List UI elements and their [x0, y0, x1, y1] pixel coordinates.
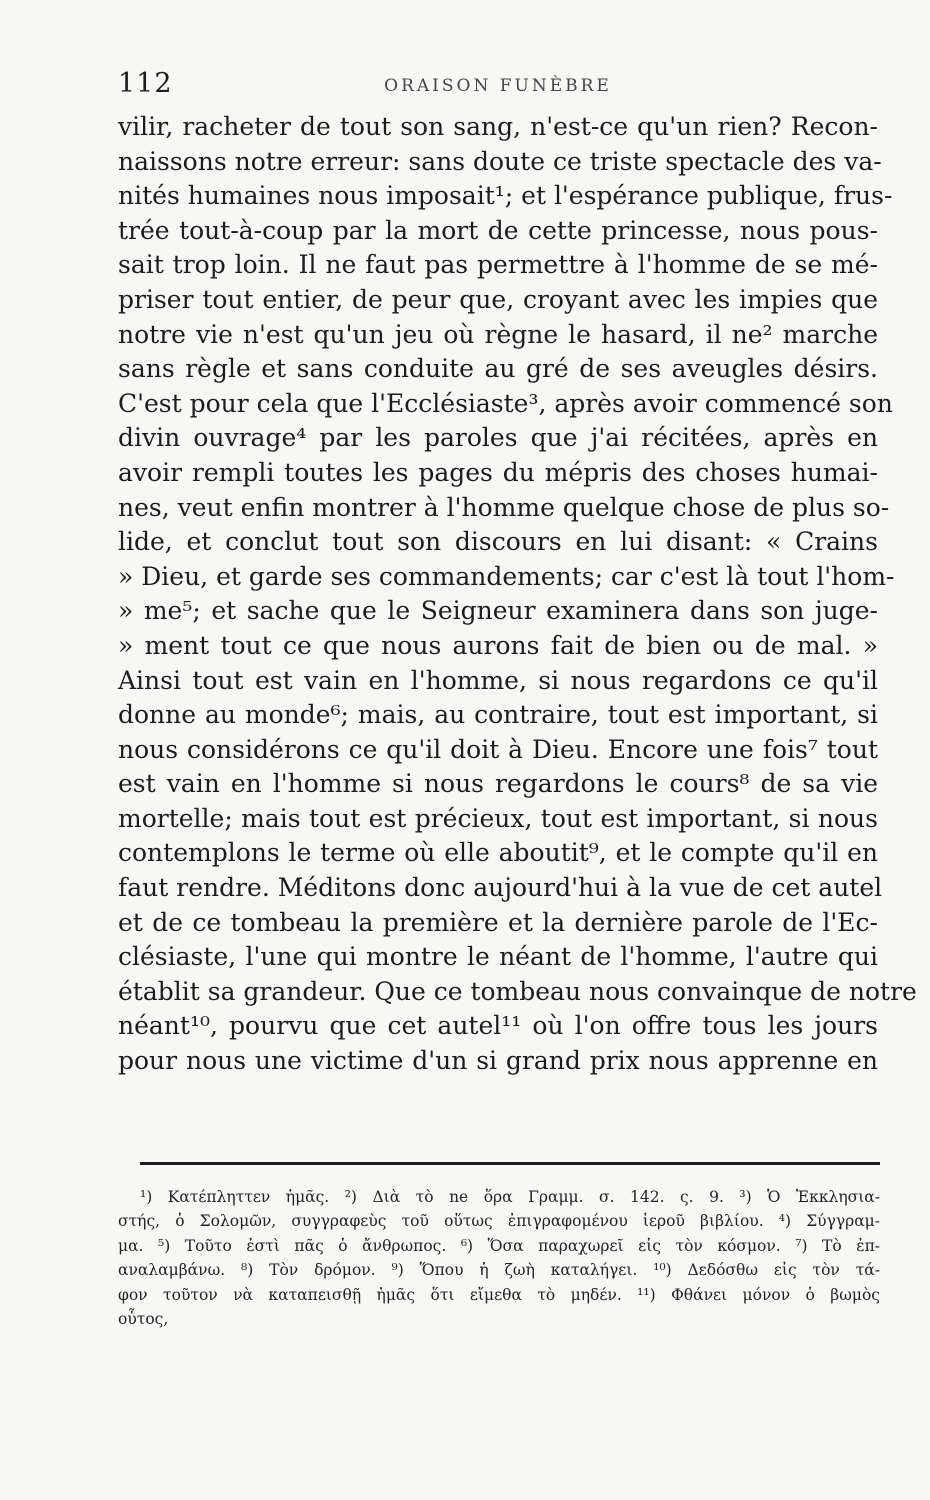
body-text [118, 110, 917, 1079]
footnotes [118, 1185, 880, 1331]
text-line: nités humaines nous imposait¹; et l'espérance publique, frus- [118, 181, 893, 211]
text-line: néant¹⁰, pourvu que cet autel¹¹ où l'on offre tous les jours [118, 1011, 878, 1041]
text-line: faut rendre. Méditons donc aujourd'hui à la vue de cet autel [118, 873, 883, 903]
text-line: nes, veut enfin montrer à l'homme quelque chose de plus so- [118, 492, 890, 522]
text-line: et de ce tombeau la première et la dernière parole de l'Ec- [118, 907, 878, 937]
text-line: établit sa grandeur. Que ce tombeau nous convainque de notre [118, 976, 917, 1006]
footnote-line: στής, ὁ Σολομῶν, συγγραφεὺς τοῦ οὕτως ἐπιγραφομένου ἱεροῦ βιβλίου. ⁴) Σύγγραμ- [118, 1212, 880, 1231]
text-line: naissons notre erreur: sans doute ce triste spectacle des va- [118, 146, 882, 176]
text-line: contemplons le terme où elle aboutit⁹, et le compte qu'il en [118, 838, 878, 868]
text-line: Ainsi tout est vain en l'homme, si nous regardons ce qu'il [118, 665, 878, 695]
footnote-line: μα. ⁵) Τοῦτο ἐστὶ πᾶς ὁ ἄνθρωπος. ⁶) Ὅσα παραχωρεῖ εἰς τὸν κόσμον. ⁷) Τὸ ἐπ- [118, 1236, 880, 1255]
text-line: sait trop loin. Il ne faut pas permettre à l'homme de se mé- [118, 250, 878, 280]
text-line: est vain en l'homme si nous regardons le cours⁸ de sa vie [118, 769, 878, 799]
text-line: lide, et conclut tout son discours en lui disant: « Crains [118, 527, 878, 557]
running-title: ORAISON FUNÈBRE [384, 76, 612, 96]
text-line: mortelle; mais tout est précieux, tout est important, si nous [118, 803, 878, 833]
text-line: sans règle et sans conduite au gré de ses aveugles désirs. [118, 354, 878, 384]
text-line: priser tout entier, de peur que, croyant avec les impies que [118, 284, 878, 314]
text-line: donne au monde⁶; mais, au contraire, tout est important, si [118, 700, 878, 730]
text-line: avoir rempli toutes les pages du mépris des choses humai- [118, 457, 878, 487]
footnote-line: φον τοῦτον νὰ καταπεισθῇ ἡμᾶς ὅτι εἴμεθα τὸ μηδέν. ¹¹) Φθάνει μόνον ὁ βωμὸς [118, 1285, 880, 1304]
text-line: divin ouvrage⁴ par les paroles que j'ai récitées, après en [118, 423, 878, 453]
text-line: trée tout-à-coup par la mort de cette princesse, nous pous- [118, 215, 878, 245]
text-line: C'est pour cela que l'Ecclésiaste³, après avoir commencé son [118, 388, 893, 418]
text-line: pour nous une victime d'un si grand prix nous apprenne en [118, 1046, 878, 1076]
footnote-line: οὗτος, [118, 1309, 169, 1328]
text-line: » Dieu, et garde ses commandements; car c'est là tout l'hom- [118, 561, 895, 591]
text-line: vilir, racheter de tout son sang, n'est-ce qu'un rien? Recon- [118, 112, 878, 141]
text-line: nous considérons ce qu'il doit à Dieu. Encore une fois⁷ tout [118, 734, 878, 764]
footnote-line: ¹) Κατέπληττεν ἡμᾶς. ²) Διὰ τὸ ne ὅρα Γραμμ. σ. 142. ς. 9. ³) Ὁ Ἐκκλησια- [140, 1188, 880, 1206]
page-number: 112 [118, 68, 173, 99]
text-line: clésiaste, l'une qui montre le néant de l'homme, l'autre qui [118, 942, 878, 972]
footnote-divider [140, 1162, 880, 1165]
text-line: » me⁵; et sache que le Seigneur examinera dans son juge- [118, 596, 878, 626]
text-line: » ment tout ce que nous aurons fait de bien ou de mal. » [118, 630, 878, 660]
text-line: notre vie n'est qu'un jeu où règne le hasard, il ne² marche [118, 319, 878, 349]
page-header [118, 68, 878, 108]
footnote-line: αναλαμβάνω. ⁸) Τὸν δρόμον. ⁹) Ὅπου ἡ ζωὴ καταλήγει. ¹⁰) Δεδόσθω εἰς τὸν τά- [118, 1261, 880, 1280]
